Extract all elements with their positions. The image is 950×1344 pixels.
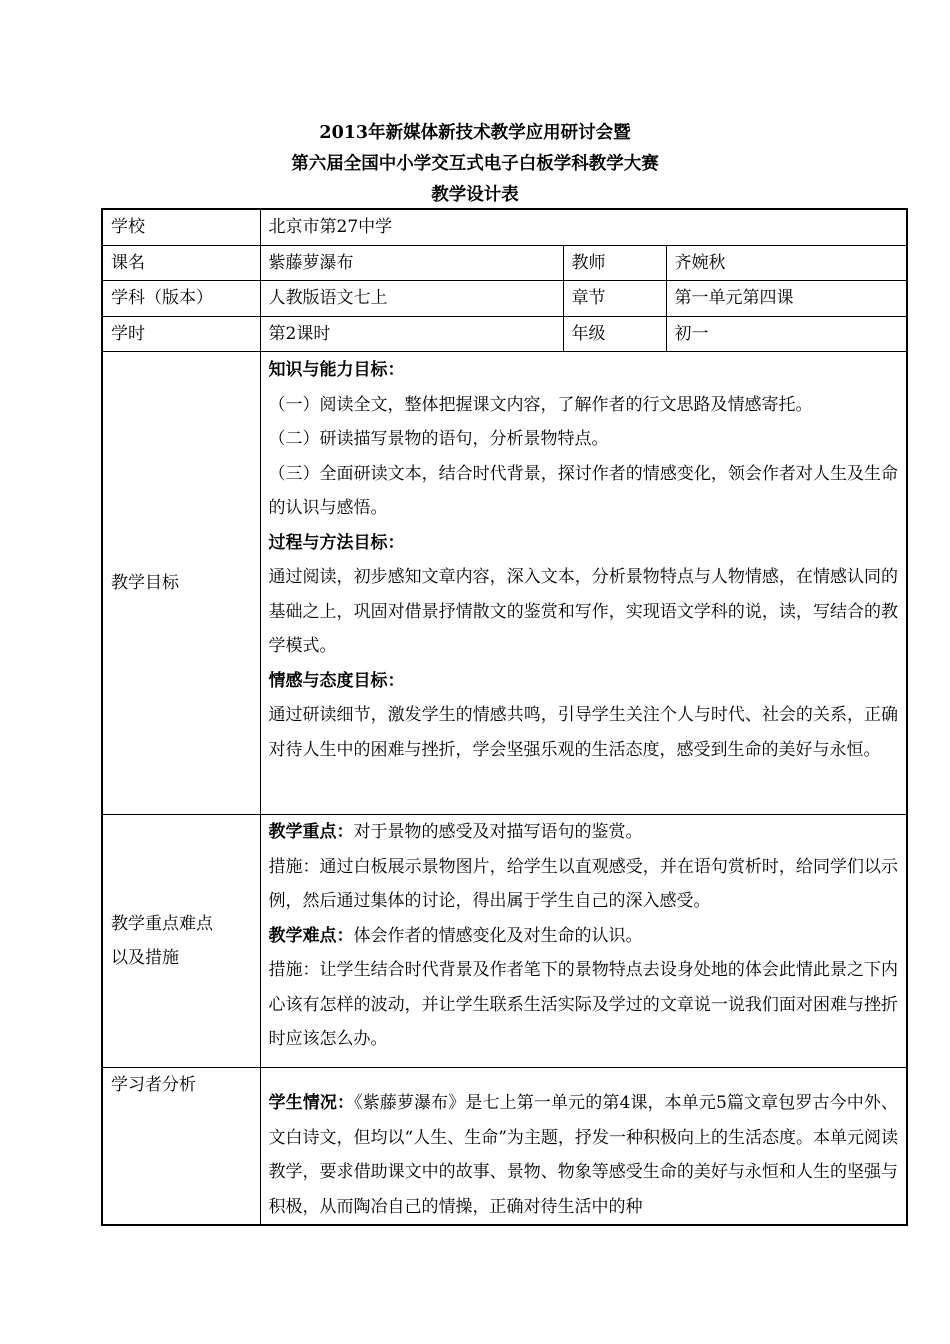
grade-label: 年级: [563, 316, 666, 352]
grade-value: 初一: [666, 316, 907, 352]
chapter-label: 章节: [563, 281, 666, 317]
school-value: 北京市第27中学: [260, 209, 907, 245]
knowledge-item-2: （二）研读描写景物的语句，分析景物特点。: [268, 429, 609, 449]
situation-text: 《紫藤萝瀑布》是七上第一单元的第4课，本单元5篇文章包罗古今中外、文白诗文，但均以“人生、生命”为主题，抒发一种积极向上的生活态度。本单元阅读教学，要求借助课文中的故事、景物、物象等感受生命的美好与永恒和人生的坚强与积极，从而陶冶自己的情操，正确对待生活中的种: [268, 1093, 898, 1217]
keypoints-label-line-2: 以及措施: [111, 948, 179, 968]
learners-content: [260, 1068, 907, 1226]
objectives-label: 教学目标: [102, 352, 260, 815]
emotion-heading: 情感与态度目标：: [268, 670, 405, 691]
row-school: [102, 209, 907, 245]
period-value: 第2课时: [260, 316, 563, 352]
row-course: [102, 245, 907, 281]
process-heading: 过程与方法目标：: [268, 532, 405, 553]
focus-measure: 措施：通过白板展示景物图片，给学生以直观感受，并在语句赏析时，给同学们以示例，然后通过集体的讨论，得出属于学生自己的深入感受。: [268, 856, 898, 911]
learners-label: 学习者分析: [102, 1068, 260, 1226]
emotion-text: 通过研读细节，激发学生的情感共鸣，引导学生关注个人与时代、社会的关系，正确对待人生中的困难与挫折，学会坚强乐观的生活态度，感受到生命的美好与永恒。: [268, 705, 898, 760]
row-objectives: [102, 352, 907, 815]
keypoints-label: [102, 815, 260, 1068]
focus-text: 对于景物的感受及对描写语句的鉴赏。: [353, 822, 643, 842]
focus-line: [269, 815, 899, 850]
row-learners: [102, 1068, 907, 1226]
difficulty-line: [269, 919, 899, 954]
chapter-value: 第一单元第四课: [666, 281, 907, 317]
header-line-3: 教学设计表: [431, 185, 519, 205]
school-label: 学校: [102, 209, 260, 245]
difficulty-measure: 措施：让学生结合时代背景及作者笔下的景物特点去设身处地的体会此情此景之下内心该有怎样的波动，并让学生联系生活实际及学过的文章说一说我们面对困难与挫折时应该怎么办。: [268, 960, 898, 1049]
situation-label: 学生情况：: [268, 1093, 355, 1113]
keypoints-content: [260, 815, 907, 1068]
teacher-label: 教师: [563, 245, 666, 281]
knowledge-item-3: （三）全面研读文本，结合时代背景，探讨作者的情感变化，领会作者对人生及生命的认识与感悟。: [268, 463, 898, 518]
difficulty-text: 体会作者的情感变化及对生命的认识。: [353, 925, 643, 946]
header-line-2: 第六届全国中小学交互式电子白板学科教学大赛: [291, 154, 659, 174]
teacher-value: 齐婉秋: [666, 245, 907, 281]
situation-paragraph: [269, 1086, 899, 1224]
course-value: 紫藤萝瀑布: [260, 245, 563, 281]
design-form-table: [101, 208, 908, 1226]
document-header: [0, 118, 950, 211]
keypoints-label-line-1: 教学重点难点: [111, 913, 213, 934]
subject-value: 人教版语文七上: [260, 281, 563, 317]
knowledge-heading: 知识与能力目标：: [268, 360, 405, 380]
subject-label: 学科（版本）: [102, 281, 260, 317]
course-label: 课名: [102, 245, 260, 281]
row-period: [102, 316, 907, 352]
header-line-1: 2013年新媒体新技术教学应用研讨会暨: [319, 123, 631, 143]
focus-label: 教学重点：: [268, 822, 354, 842]
row-subject: [102, 281, 907, 317]
period-label: 学时: [102, 316, 260, 352]
row-keypoints: [102, 815, 907, 1068]
knowledge-item-1: （一）阅读全文，整体把握课文内容，了解作者的行文思路及情感寄托。: [268, 394, 813, 415]
process-text: 通过阅读，初步感知文章内容，深入文本，分析景物特点与人物情感，在情感认同的基础之上，巩固对借景抒情散文的鉴赏和写作，实现语文学科的说，读，写结合的教学模式。: [268, 567, 898, 656]
difficulty-label: 教学难点：: [268, 925, 354, 946]
objectives-content: [260, 352, 907, 815]
